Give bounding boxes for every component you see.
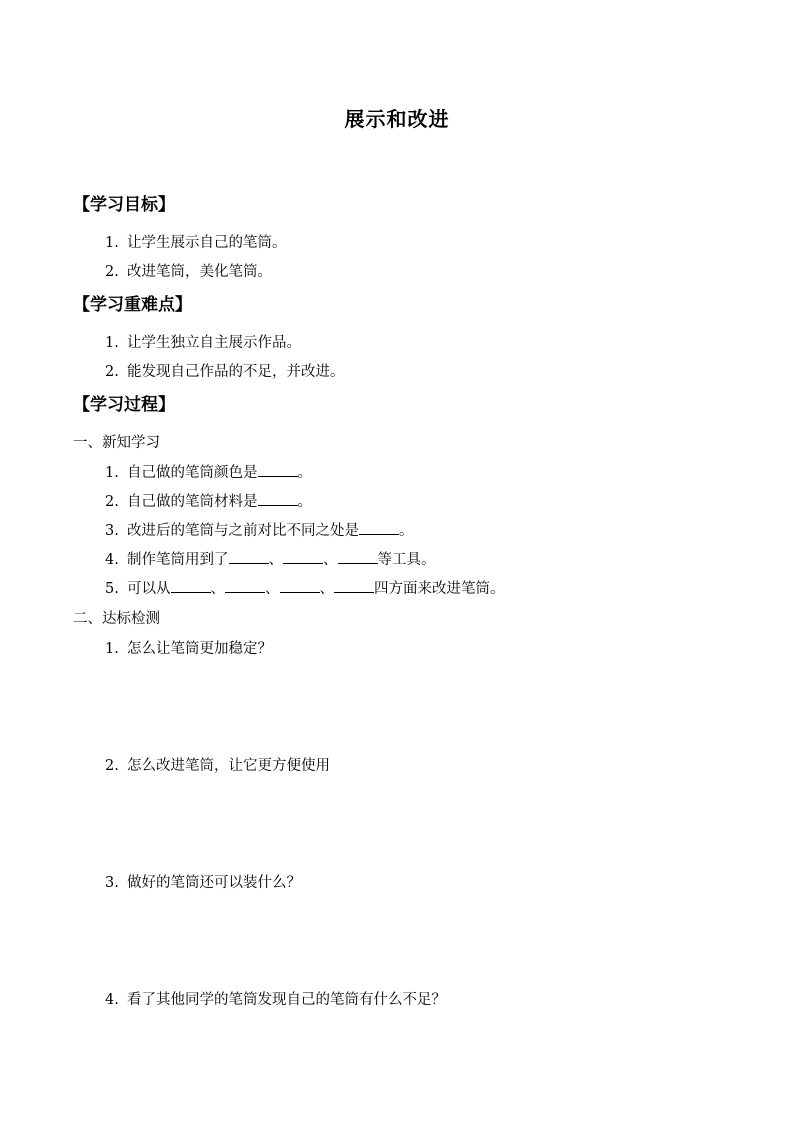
heading-learning-process: 【学习过程】 — [73, 395, 175, 415]
separator: 、 — [268, 552, 283, 568]
fill-blank-item — [105, 548, 436, 569]
answer-blank[interactable] — [280, 580, 320, 593]
answer-blank[interactable] — [229, 551, 269, 564]
question-text: 看了其他同学的笔筒发现自己的笔筒有什么不足？ — [127, 992, 446, 1008]
question-item — [105, 871, 301, 892]
item-text: 让学生独立自主展示作品。 — [127, 335, 301, 351]
item-number: 1. — [105, 641, 119, 657]
fill-blank-item — [105, 577, 505, 598]
item-text: 自己做的笔筒颜色是 — [127, 465, 258, 481]
answer-blank[interactable] — [338, 551, 378, 564]
fill-blank-item — [105, 519, 414, 540]
question-text: 怎么让笔筒更加稳定？ — [127, 641, 272, 657]
question-item — [105, 988, 446, 1009]
answer-blank[interactable] — [225, 580, 265, 593]
question-item — [105, 637, 272, 658]
item-number: 1. — [105, 465, 119, 481]
page-title: 展示和改进 — [344, 107, 450, 131]
item-text-end: 。 — [399, 523, 414, 539]
separator: 、 — [210, 581, 225, 597]
item-text: 制作笔筒用到了 — [127, 552, 229, 568]
item-text-end: 四方面来改进笔筒。 — [374, 581, 505, 597]
fill-blank-item — [105, 461, 312, 482]
item-text: 改进笔筒，美化笔筒。 — [127, 264, 272, 280]
item-text-end: 。 — [297, 494, 312, 510]
item-number: 4. — [105, 992, 119, 1008]
item-number: 4. — [105, 552, 119, 568]
item-text: 能发现自己作品的不足，并改进。 — [127, 364, 345, 380]
question-item — [105, 754, 330, 775]
answer-blank[interactable] — [283, 551, 323, 564]
separator: 、 — [265, 581, 280, 597]
part-label-assessment: 二、达标检测 — [73, 611, 160, 627]
item-text: 改进后的笔筒与之前对比不同之处是 — [127, 523, 359, 539]
item-number: 5. — [105, 581, 119, 597]
question-text: 做好的笔筒还可以装什么？ — [127, 875, 301, 891]
separator: 、 — [323, 552, 338, 568]
answer-blank[interactable] — [258, 464, 298, 477]
answer-blank[interactable] — [258, 493, 298, 506]
item-text: 自己做的笔筒材料是 — [127, 494, 258, 510]
question-text: 怎么改进笔筒，让它更方便使用 — [127, 758, 330, 774]
list-item — [105, 260, 272, 281]
heading-key-points: 【学习重难点】 — [73, 295, 192, 315]
item-text: 让学生展示自己的笔筒。 — [127, 235, 287, 251]
answer-blank[interactable] — [359, 522, 399, 535]
item-number: 2. — [105, 364, 119, 380]
answer-blank[interactable] — [171, 580, 211, 593]
part-label-new-knowledge: 一、新知学习 — [73, 435, 160, 451]
item-number: 2. — [105, 264, 119, 280]
item-number: 1. — [105, 335, 119, 351]
separator: 、 — [319, 581, 334, 597]
list-item — [105, 331, 301, 352]
fill-blank-item — [105, 490, 312, 511]
item-text-end: 。 — [297, 465, 312, 481]
item-number: 3. — [105, 875, 119, 891]
item-number: 1. — [105, 235, 119, 251]
item-text-end: 等工具。 — [377, 552, 436, 568]
heading-learning-goals: 【学习目标】 — [73, 195, 175, 215]
list-item — [105, 231, 287, 252]
item-number: 3. — [105, 523, 119, 539]
item-number: 2. — [105, 494, 119, 510]
answer-blank[interactable] — [334, 580, 374, 593]
item-text: 可以从 — [127, 581, 171, 597]
list-item — [105, 360, 345, 381]
item-number: 2. — [105, 758, 119, 774]
